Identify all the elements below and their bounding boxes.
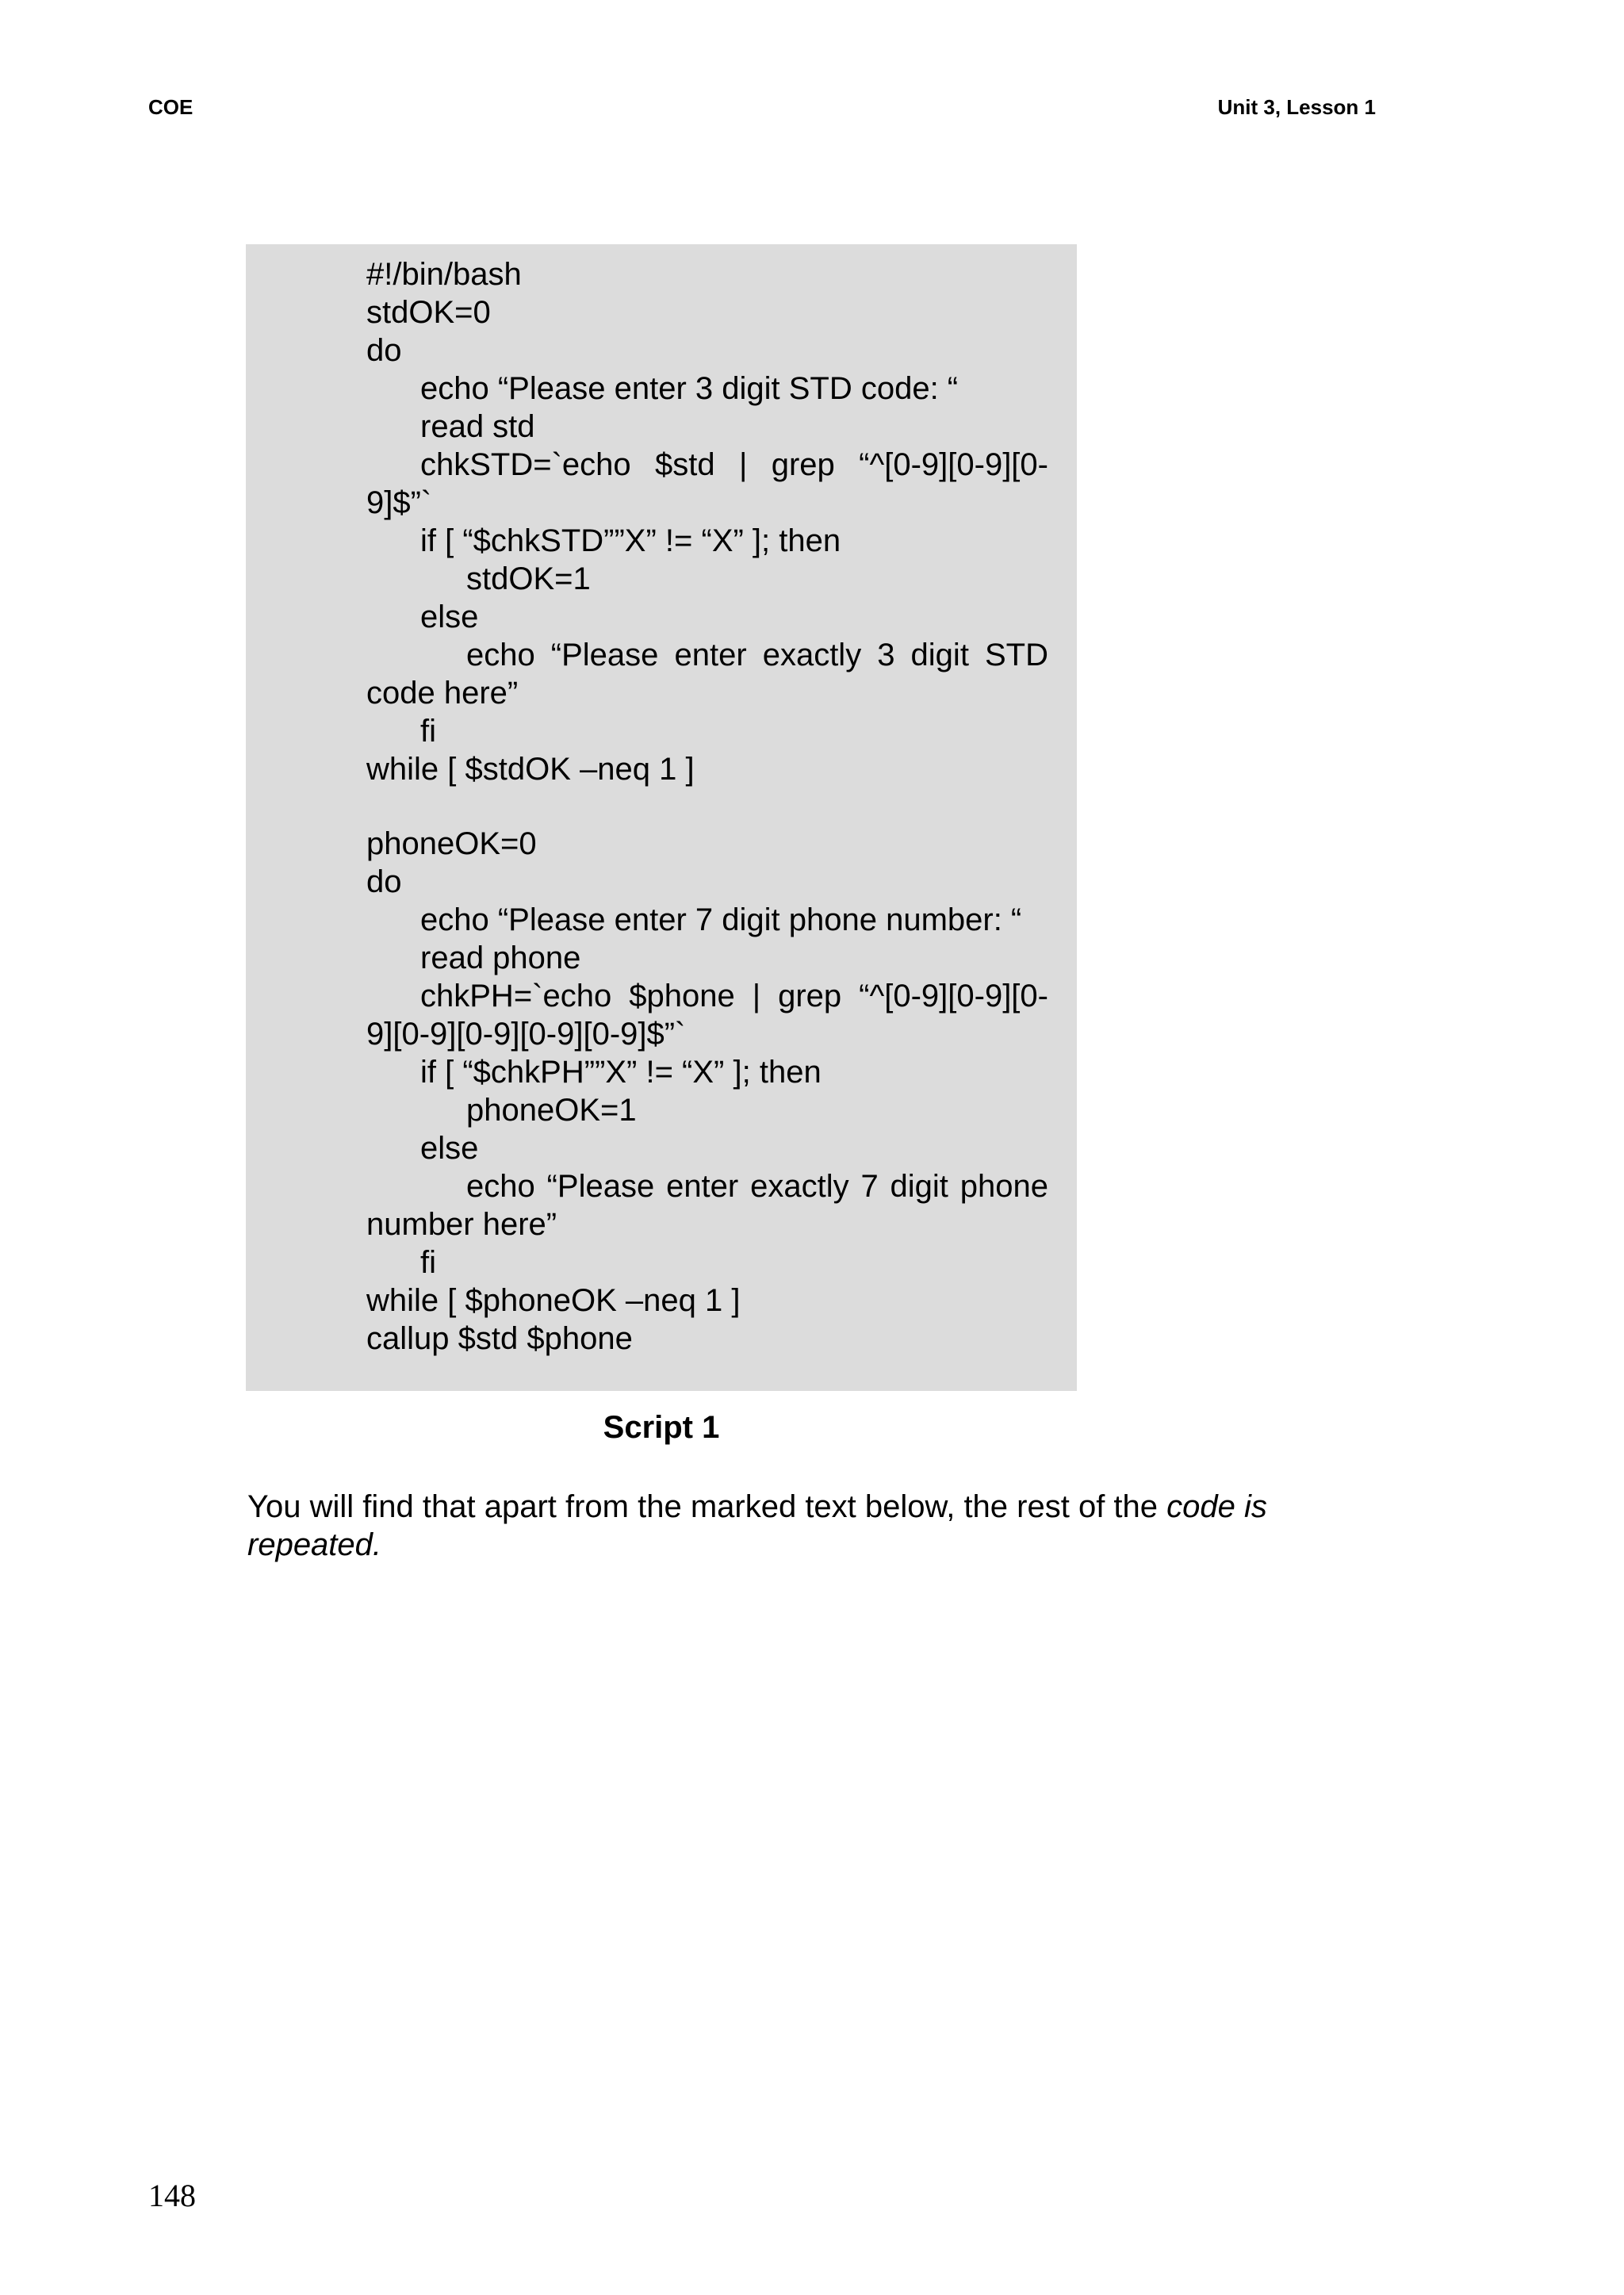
running-header-left: COE bbox=[148, 95, 193, 119]
code-line: while [ $stdOK –neq 1 ] bbox=[366, 752, 695, 787]
code-line: else bbox=[420, 1131, 479, 1166]
code-line: echo “Please enter 7 digit phone number: “ bbox=[420, 902, 1022, 937]
code-line: echo “Please enter exactly 7 digit phone bbox=[466, 1169, 1048, 1204]
code-line: chkPH=`echo $phone | grep “^[0-9][0-9][0- bbox=[420, 979, 1048, 1013]
body-paragraph bbox=[247, 1488, 1373, 1564]
code-line: read phone bbox=[420, 941, 581, 975]
code-line: chkSTD=`echo $std | grep “^[0-9][0-9][0- bbox=[420, 447, 1048, 482]
code-line: fi bbox=[420, 1245, 436, 1280]
code-line: do bbox=[366, 864, 402, 899]
code-line: if [ “$chkPH””X” != “X” ]; then bbox=[420, 1055, 822, 1090]
code-line: fi bbox=[420, 714, 436, 749]
code-line: if [ “$chkSTD””X” != “X” ]; then bbox=[420, 523, 841, 558]
paragraph-plain-text: You will find that apart from the marked text below, the rest of the bbox=[247, 1489, 1167, 1524]
figure-caption bbox=[246, 1410, 1077, 1446]
code-line: number here” bbox=[366, 1207, 557, 1242]
code-listing-box bbox=[246, 244, 1077, 1391]
code-line: 9]$”` bbox=[366, 485, 432, 520]
page-number: 148 bbox=[148, 2178, 196, 2213]
code-line: phoneOK=0 bbox=[366, 826, 537, 861]
code-line: phoneOK=1 bbox=[466, 1093, 637, 1128]
code-line: else bbox=[420, 600, 479, 634]
running-header-right: Unit 3, Lesson 1 bbox=[1217, 95, 1376, 119]
code-line: code here” bbox=[366, 676, 519, 711]
code-line: do bbox=[366, 333, 402, 368]
code-listing bbox=[366, 255, 1048, 1358]
code-line bbox=[366, 788, 1048, 825]
paragraph-italic-text: code is repeated. bbox=[247, 1489, 1267, 1562]
code-line: read std bbox=[420, 409, 535, 444]
code-line: #!/bin/bash bbox=[366, 257, 522, 292]
code-line: stdOK=1 bbox=[466, 561, 591, 596]
code-line: while [ $phoneOK –neq 1 ] bbox=[366, 1283, 741, 1318]
code-line: 9][0-9][0-9][0-9][0-9]$”` bbox=[366, 1017, 686, 1052]
code-line: callup $std $phone bbox=[366, 1321, 633, 1356]
code-line: echo “Please enter 3 digit STD code: “ bbox=[420, 371, 959, 406]
code-line: stdOK=0 bbox=[366, 295, 491, 330]
code-line: echo “Please enter exactly 3 digit STD bbox=[466, 638, 1048, 672]
caption-text: Script 1 bbox=[603, 1410, 720, 1445]
